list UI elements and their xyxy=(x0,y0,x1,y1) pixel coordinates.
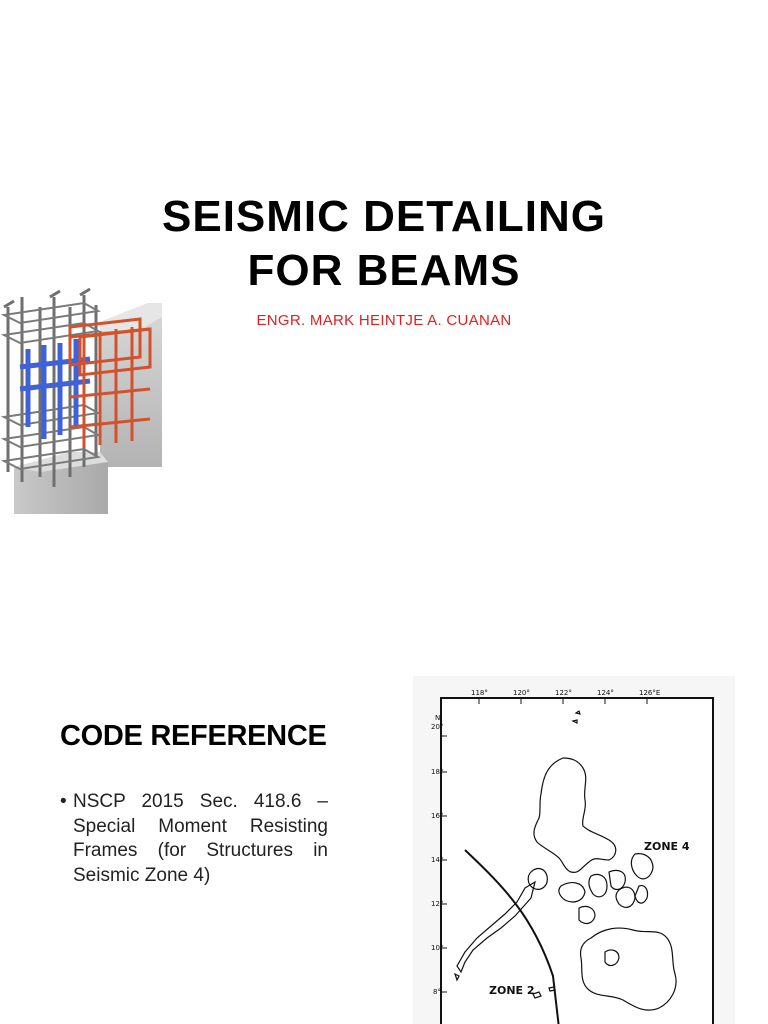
section-heading: CODE REFERENCE xyxy=(60,720,327,752)
latitude-label: 18° xyxy=(431,768,444,776)
longitude-label: 122° xyxy=(555,689,572,697)
latitude-label: 20° xyxy=(431,723,444,731)
author-name: ENGR. MARK HEINTJE A. CUANAN xyxy=(256,312,512,329)
bullet-list xyxy=(60,790,328,888)
zone-4-label: ZONE 4 xyxy=(644,840,690,853)
latitude-label: 8° xyxy=(433,988,441,996)
latitude-label: 12° xyxy=(431,900,444,908)
bullet-marker: • xyxy=(60,791,67,812)
map-frame xyxy=(441,698,713,1024)
seismic-zone-map xyxy=(413,676,735,1024)
rebar-joint-svg xyxy=(0,267,162,514)
zone-2-label: ZONE 2 xyxy=(489,984,535,997)
longitude-label: 124° xyxy=(597,689,614,697)
latitude-label: 16° xyxy=(431,812,444,820)
bullet-item xyxy=(60,790,328,888)
longitude-label: 118° xyxy=(471,689,488,697)
latitude-label: 10° xyxy=(431,944,444,952)
title-line-2: FOR BEAMS xyxy=(247,246,521,295)
title-line-1: SEISMIC DETAILING xyxy=(162,192,606,241)
latitude-label: 14° xyxy=(431,856,444,864)
slide-title xyxy=(0,190,768,298)
north-label: N xyxy=(435,714,441,722)
code-reference-slide xyxy=(0,640,768,1024)
bullet-text: NSCP 2015 Sec. 418.6 – Special Moment Resisting Frames (for Structures in Seismic Zone 4) xyxy=(73,791,328,886)
longitude-label: 126°E xyxy=(639,689,661,697)
rebar-joint-illustration xyxy=(0,267,162,514)
longitude-label: 120° xyxy=(513,689,530,697)
